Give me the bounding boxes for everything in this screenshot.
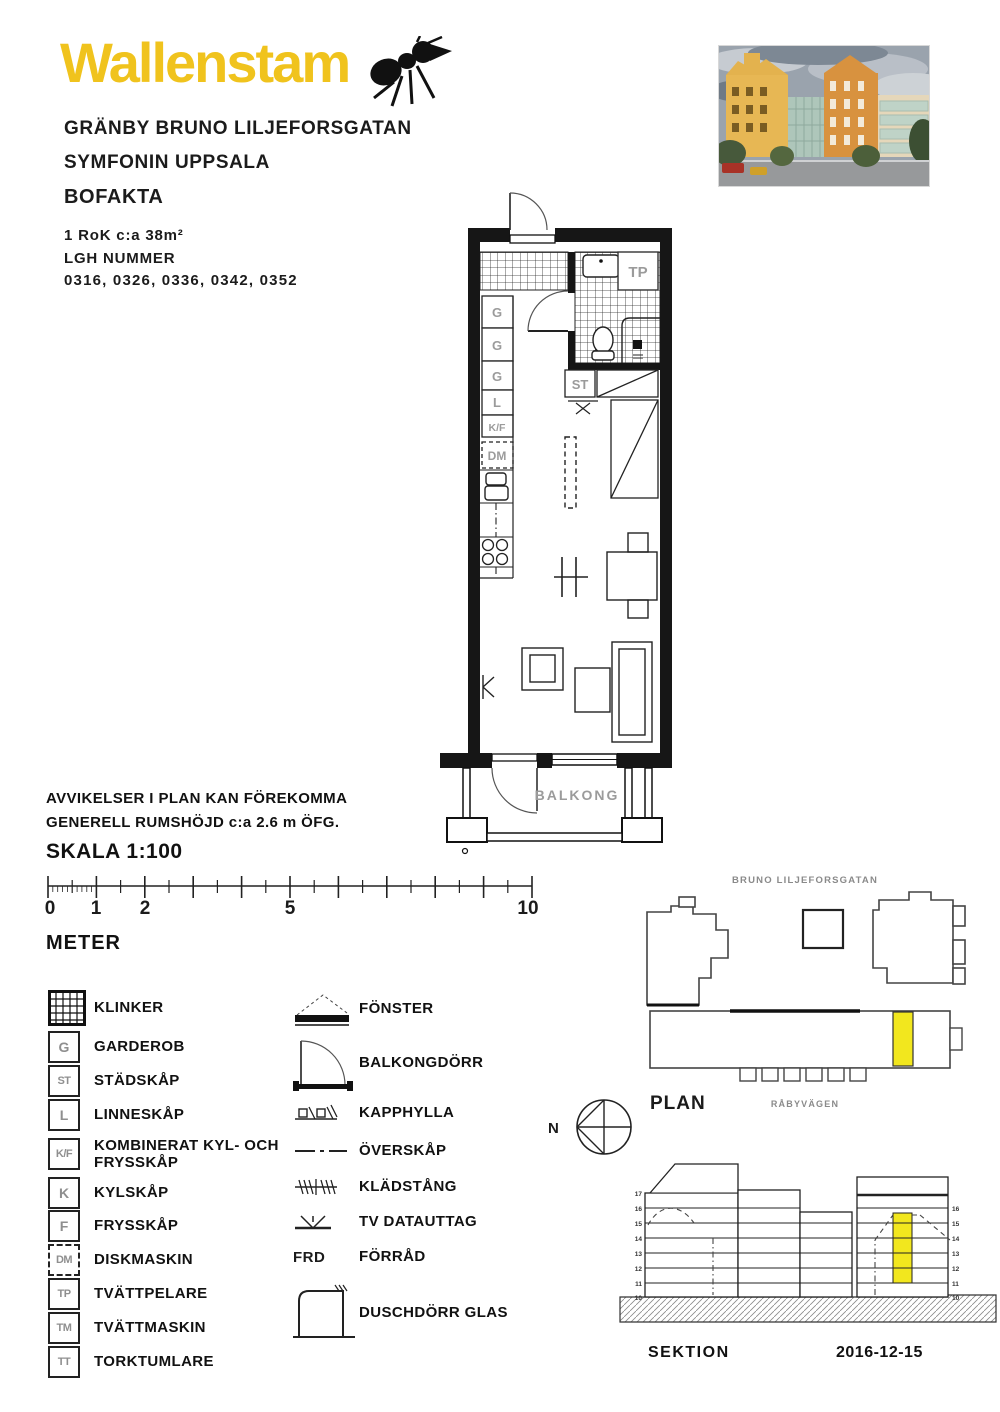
project-title-line1: GRÄNBY BRUNO LILJEFORSGATAN (64, 118, 412, 139)
legend-label: LINNESKÅP (94, 1106, 185, 1124)
legend-item-linneskap (48, 1098, 298, 1132)
coat-rack-icon (293, 1101, 341, 1125)
legend-item-kladstang (293, 1169, 573, 1205)
balkong-label: BALKONG (534, 787, 620, 803)
linneskap-label: L (493, 395, 501, 410)
site-plan-drawing (635, 868, 995, 1118)
legend-item-duschdorr (293, 1275, 573, 1351)
kylfrys-key-icon: K/F (48, 1138, 80, 1170)
legend-item-klinker (48, 986, 298, 1030)
svg-text:10: 10 (634, 1295, 642, 1302)
clothes-rail-icon (293, 1177, 341, 1197)
legend-label: KOMBINERAT KYL- OCH FRYSSKÅP (94, 1136, 279, 1171)
window-icon (293, 991, 351, 1027)
kylfrys-label: K/F (488, 422, 506, 434)
plan-label: PLAN (650, 1093, 706, 1114)
legend-label: STÄDSKÅP (94, 1072, 180, 1090)
entry-door (510, 193, 555, 243)
scale-tick-10: 10 (517, 898, 539, 918)
wallenstam-logo-text: Wallenstam (60, 31, 350, 94)
klinker-grid-icon (48, 990, 86, 1026)
dining-furniture (554, 533, 657, 618)
svg-text:12: 12 (952, 1266, 960, 1273)
legend-item-fonster (293, 986, 573, 1032)
north-label: N (548, 1120, 559, 1137)
dash-dot-line-icon (293, 1146, 347, 1156)
balcony-door (492, 754, 537, 813)
tvattpelare-label: TP (628, 264, 648, 281)
svg-text:10: 10 (952, 1295, 960, 1302)
scale-tick-2: 2 (139, 898, 151, 918)
legend-column-right (293, 986, 573, 1351)
svg-text:14: 14 (634, 1236, 642, 1243)
legend-item-stadskap (48, 1064, 298, 1098)
torktumlare-key-icon: TT (48, 1346, 80, 1378)
legend-label: KLÄDSTÅNG (359, 1178, 457, 1196)
svg-text:15: 15 (952, 1221, 960, 1228)
lgh-numbers: 0316, 0326, 0336, 0342, 0352 (64, 272, 298, 289)
legend-item-kylfrys (48, 1132, 298, 1176)
stadskap-key-icon: ST (48, 1065, 80, 1097)
legend-label: TVÄTTPELARE (94, 1285, 208, 1303)
legend-item-garderob (48, 1030, 298, 1064)
scale-tick-5: 5 (284, 898, 296, 918)
scale-unit-label: METER (46, 932, 121, 954)
svg-text:13: 13 (634, 1251, 642, 1258)
legend-label: KLINKER (94, 999, 164, 1017)
deviation-note: AVVIKELSER I PLAN KAN FÖREKOMMA (46, 790, 348, 807)
legend-label: KYLSKÅP (94, 1183, 169, 1201)
street-name-bottom: RÅBYVÄGEN (770, 1099, 840, 1109)
section-floor-labels-right (952, 1206, 960, 1302)
legend-item-kapphylla (293, 1094, 573, 1132)
svg-text:12: 12 (634, 1266, 642, 1273)
section-floor-labels-left (635, 1191, 643, 1302)
scale-title: SKALA 1:100 (46, 840, 183, 863)
kladstang-dashed (565, 437, 576, 508)
svg-text:17: 17 (634, 1191, 642, 1198)
bathroom-sink (583, 255, 619, 277)
siteplan-balconies (740, 1068, 866, 1081)
legend-label: KAPPHYLLA (359, 1104, 455, 1122)
scale-tick-0: 0 (45, 898, 56, 918)
street-name-top: BRUNO LILJEFORSGATAN (731, 875, 879, 886)
legend-column-left (48, 986, 298, 1379)
garderob-key-icon: G (48, 1031, 80, 1063)
linneskap-key-icon: L (48, 1099, 80, 1131)
building-render-photo (718, 45, 930, 187)
svg-text:16: 16 (952, 1206, 960, 1213)
legend-item-diskmaskin (48, 1243, 298, 1277)
garderob-label-3: G (491, 369, 503, 384)
diskmaskin-label: DM (487, 449, 507, 463)
legend-label: FÖRRÅD (359, 1248, 426, 1266)
project-title-line2: SYMFONIN UPPSALA (64, 152, 270, 173)
legend-item-tvattmaskin (48, 1311, 298, 1345)
wardrobe-units (597, 370, 658, 498)
legend-item-kylskap (48, 1176, 298, 1209)
legend-item-torktumlare (48, 1345, 298, 1379)
legend-label: BALKONGDÖRR (359, 1054, 484, 1072)
legend-label: FÖNSTER (359, 1000, 434, 1018)
stadskap-label: ST (571, 377, 589, 392)
forrad-key-text: FRD (293, 1248, 326, 1266)
legend-label: TORKTUMLARE (94, 1353, 214, 1371)
tv-data-outlet (483, 675, 494, 699)
legend-label: DISKMASKIN (94, 1251, 194, 1269)
kitchen-sink (485, 473, 508, 500)
svg-text:13: 13 (952, 1251, 960, 1258)
highlighted-apartment-location (893, 1012, 913, 1066)
apartment-size: 1 RoK c:a 38m² (64, 227, 184, 244)
kylskap-key-icon: K (48, 1177, 80, 1209)
legend-item-forrad (293, 1239, 573, 1275)
svg-text:11: 11 (635, 1281, 642, 1288)
tv-data-outlet-icon (293, 1212, 335, 1232)
svg-text:15: 15 (634, 1221, 642, 1228)
ant-logo-icon (362, 36, 462, 110)
diskmaskin-key-icon: DM (48, 1244, 80, 1276)
lgh-label: LGH NUMMER (64, 250, 176, 267)
legend-item-tvattpelare (48, 1277, 298, 1311)
legend-item-overskap (293, 1132, 573, 1169)
legend-label: TVÄTTMASKIN (94, 1319, 206, 1337)
section-ground (620, 1295, 996, 1322)
tvattmaskin-key-icon: TM (48, 1312, 80, 1344)
kapphylla-symbol (568, 401, 598, 414)
svg-text:14: 14 (952, 1236, 960, 1243)
section-label: SEKTION (648, 1344, 730, 1361)
scale-bar-ruler (45, 872, 540, 918)
tvattpelare-key-icon: TP (48, 1278, 80, 1310)
shower-door-icon (293, 1283, 357, 1343)
svg-text:11: 11 (952, 1281, 959, 1288)
scale-tick-1: 1 (90, 898, 102, 918)
frysskap-key-icon: F (48, 1210, 80, 1242)
drawing-date: 2016-12-15 (836, 1344, 923, 1361)
balcony-door-icon (293, 1033, 353, 1093)
living-room-window (552, 754, 617, 765)
stove (483, 540, 508, 565)
floor-plan-drawing (430, 185, 690, 865)
legend-item-balkongdorr (293, 1032, 573, 1094)
ceiling-height-note: GENERELL RUMSHÖJD c:a 2.6 m ÖFG. (46, 814, 340, 831)
living-room-furniture (522, 642, 652, 742)
legend-label: DUSCHDÖRR GLAS (359, 1304, 508, 1322)
siteplan-buildings (647, 892, 965, 1005)
svg-text:16: 16 (634, 1206, 642, 1213)
legend-item-frysskap (48, 1209, 298, 1243)
section-drawing (618, 1155, 1000, 1335)
legend-label: FRYSSKÅP (94, 1217, 179, 1235)
bathroom-door (528, 291, 568, 331)
garderob-label-2: G (491, 338, 503, 353)
legend-label: TV DATAUTTAG (359, 1213, 478, 1231)
legend-item-tv-datauttag (293, 1205, 573, 1239)
siteplan-long-building (650, 1011, 962, 1081)
legend-label: GARDEROB (94, 1038, 185, 1056)
garderob-label-1: G (491, 305, 503, 320)
hallway-klinker-floor (480, 252, 568, 290)
balcony-structure (447, 768, 662, 854)
toilet (592, 327, 614, 360)
doc-type-title: BOFAKTA (64, 186, 164, 208)
legend-label: ÖVERSKÅP (359, 1141, 447, 1159)
